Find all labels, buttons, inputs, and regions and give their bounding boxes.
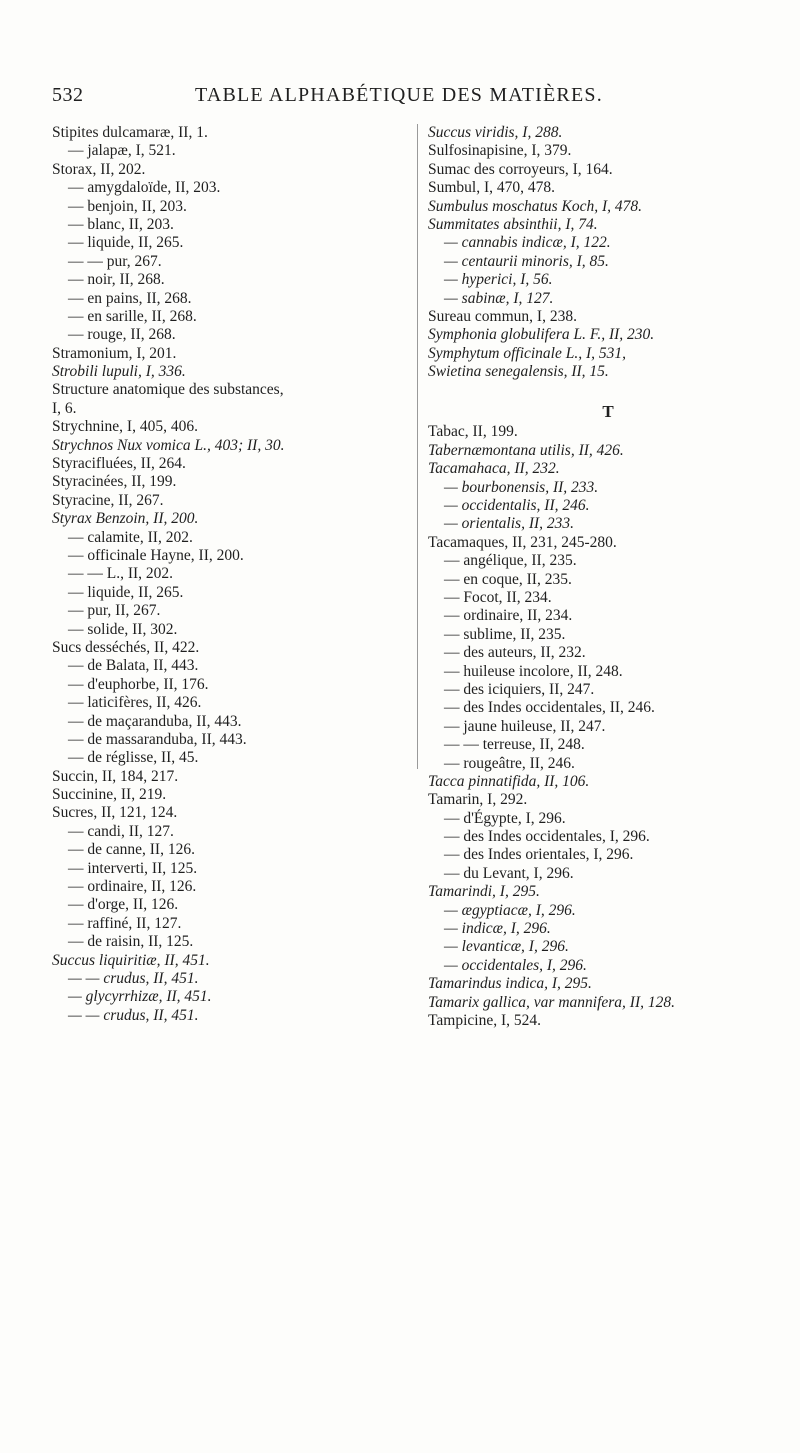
- index-entry: — centaurii minoris, I, 85.: [444, 252, 609, 270]
- index-entry: — officinale Hayne, II, 200.: [68, 546, 244, 564]
- index-entry: — de raisin, II, 125.: [68, 933, 194, 951]
- index-entry: — jaune huileuse, II, 247.: [444, 717, 606, 735]
- index-entry: — des iciquiers, II, 247.: [444, 680, 595, 698]
- index-entry: — glycyrrhizæ, II, 451.: [68, 988, 212, 1006]
- index-entry: — occidentales, I, 296.: [444, 956, 587, 974]
- index-entry: Sumbul, I, 470, 478.: [428, 179, 556, 197]
- index-entry: — raffiné, II, 127.: [68, 914, 182, 932]
- index-entry: — — L., II, 202.: [68, 565, 174, 583]
- index-entry: — des Indes occidentales, I, 296.: [444, 828, 650, 846]
- index-entry: Storax, II, 202.: [52, 160, 146, 178]
- index-entry: Tacamaques, II, 231, 245-280.: [428, 533, 617, 551]
- index-entry: Swietina senegalensis, II, 15.: [428, 363, 609, 381]
- index-entry: Tamarix gallica, var mannifera, II, 128.: [428, 993, 675, 1011]
- index-entry: — de réglisse, II, 45.: [68, 749, 199, 767]
- index-entry: — du Levant, I, 296.: [444, 864, 574, 882]
- index-entry: — ordinaire, II, 234.: [444, 607, 573, 625]
- index-entry: — de massaranduba, II, 443.: [68, 730, 247, 748]
- index-entry: Succin, II, 184, 217.: [52, 767, 179, 785]
- index-entry: Styracine, II, 267.: [52, 491, 164, 509]
- index-entry: — des Indes orientales, I, 296.: [444, 846, 634, 864]
- index-entry: — — pur, 267.: [68, 252, 162, 270]
- index-entry: — huileuse incolore, II, 248.: [444, 662, 623, 680]
- index-entry: — cannabis indicæ, I, 122.: [444, 234, 611, 252]
- index-entry: Strychnos Nux vomica L., 403; II, 30.: [52, 436, 285, 454]
- index-entry: — ægyptiacæ, I, 296.: [444, 901, 576, 919]
- index-entry: Symphonia globulifera L. F., II, 230.: [428, 326, 655, 344]
- index-entry: Sureau commun, I, 238.: [428, 307, 577, 325]
- index-entry: — sublime, II, 235.: [444, 625, 566, 643]
- index-entry: — occidentalis, II, 246.: [444, 497, 590, 515]
- section-letter: T: [602, 402, 614, 422]
- index-entry: — Focot, II, 234.: [444, 588, 552, 606]
- index-entry: — ordinaire, II, 126.: [68, 878, 197, 896]
- page-header: [0, 84, 800, 114]
- index-entry: — liquide, II, 265.: [68, 234, 184, 252]
- index-entry: — bourbonensis, II, 233.: [444, 478, 599, 496]
- index-entry: — benjoin, II, 203.: [68, 197, 187, 215]
- index-entry: — levanticæ, I, 296.: [444, 938, 569, 956]
- index-entry: — orientalis, II, 233.: [444, 515, 575, 533]
- index-entry: — laticifères, II, 426.: [68, 694, 202, 712]
- index-entry: Sulfosinapisine, I, 379.: [428, 142, 572, 160]
- index-entry: Styracinées, II, 199.: [52, 473, 177, 491]
- index-entry: Succinine, II, 219.: [52, 786, 167, 804]
- index-entry: — d'euphorbe, II, 176.: [68, 675, 209, 693]
- index-entry: Tamarindus indica, I, 295.: [428, 975, 592, 993]
- index-entry: Succus liquiritiæ, II, 451.: [52, 951, 210, 969]
- index-entry: — pur, II, 267.: [68, 602, 161, 620]
- index-entry: — d'Égypte, I, 296.: [444, 809, 566, 827]
- index-entry: Strychnine, I, 405, 406.: [52, 418, 198, 436]
- index-entry: — — crudus, II, 451.: [68, 1006, 199, 1024]
- index-entry: — rougeâtre, II, 246.: [444, 754, 575, 772]
- index-entry: — angélique, II, 235.: [444, 552, 577, 570]
- index-entry: — candi, II, 127.: [68, 822, 174, 840]
- index-entry: — — crudus, II, 451.: [68, 969, 199, 987]
- left-column: [52, 124, 407, 1025]
- index-entry: — indicæ, I, 296.: [444, 920, 551, 938]
- index-entry: Symphytum officinale L., I, 531,: [428, 344, 627, 362]
- index-entry: — noir, II, 268.: [68, 271, 165, 289]
- index-entry: Sumac des corroyeurs, I, 164.: [428, 160, 613, 178]
- index-entry: Tacca pinnatifida, II, 106.: [428, 772, 590, 790]
- running-title: TABLE ALPHABÉTIQUE DES MATIÈRES.: [195, 84, 603, 106]
- index-entry: — en pains, II, 268.: [68, 289, 192, 307]
- index-entry: — de Balata, II, 443.: [68, 657, 199, 675]
- index-entry: — liquide, II, 265.: [68, 583, 184, 601]
- index-entry: — jalapæ, I, 521.: [68, 142, 176, 160]
- index-entry: — blanc, II, 203.: [68, 215, 174, 233]
- index-entry: — — terreuse, II, 248.: [444, 736, 585, 754]
- index-entry: Styracifluées, II, 264.: [52, 455, 186, 473]
- index-entry: — de maçaranduba, II, 443.: [68, 712, 242, 730]
- index-entry: Stipites dulcamaræ, II, 1.: [52, 124, 208, 141]
- index-entry: — de canne, II, 126.: [68, 841, 195, 859]
- index-entry: — interverti, II, 125.: [68, 859, 198, 877]
- index-entry: Tabernæmontana utilis, II, 426.: [428, 441, 624, 459]
- index-entry: Sumbulus moschatus Koch, I, 478.: [428, 197, 642, 215]
- index-entry: — solide, II, 302.: [68, 620, 178, 638]
- index-entry: — calamite, II, 202.: [68, 528, 193, 546]
- index-entry: Tamarindi, I, 295.: [428, 883, 540, 901]
- index-entry: Strobili lupuli, I, 336.: [52, 363, 186, 381]
- column-divider: [417, 124, 418, 769]
- right-column: [428, 124, 788, 1030]
- index-entry: — d'orge, II, 126.: [68, 896, 179, 914]
- page-number: 532: [52, 84, 84, 106]
- index-entry: — des auteurs, II, 232.: [444, 644, 586, 662]
- index-entry: — amygdaloïde, II, 203.: [68, 179, 221, 197]
- index-entry: Tacamahaca, II, 232.: [428, 460, 560, 478]
- index-entry: — des Indes occidentales, II, 246.: [444, 699, 655, 717]
- index-entry: Succus viridis, I, 288.: [428, 124, 563, 141]
- index-entry: — en sarille, II, 268.: [68, 307, 197, 325]
- index-entry: Sucres, II, 121, 124.: [52, 804, 178, 822]
- index-entry: Tabac, II, 199.: [428, 423, 518, 441]
- index-entry: I, 6.: [52, 399, 77, 417]
- index-entry: Summitates absinthii, I, 74.: [428, 215, 598, 233]
- index-entry: Styrax Benzoin, II, 200.: [52, 510, 199, 528]
- index-entry: Tampicine, I, 524.: [428, 1011, 541, 1029]
- index-entry: — rouge, II, 268.: [68, 326, 176, 344]
- index-entry: — sabinæ, I, 127.: [444, 289, 554, 307]
- index-entry: Tamarin, I, 292.: [428, 791, 528, 809]
- index-entry: Structure anatomique des substances,: [52, 381, 284, 399]
- index-entry: — en coque, II, 235.: [444, 570, 572, 588]
- index-entry: Sucs desséchés, II, 422.: [52, 638, 200, 656]
- index-entry: — hyperici, I, 56.: [444, 271, 553, 289]
- index-entry: Stramonium, I, 201.: [52, 344, 177, 362]
